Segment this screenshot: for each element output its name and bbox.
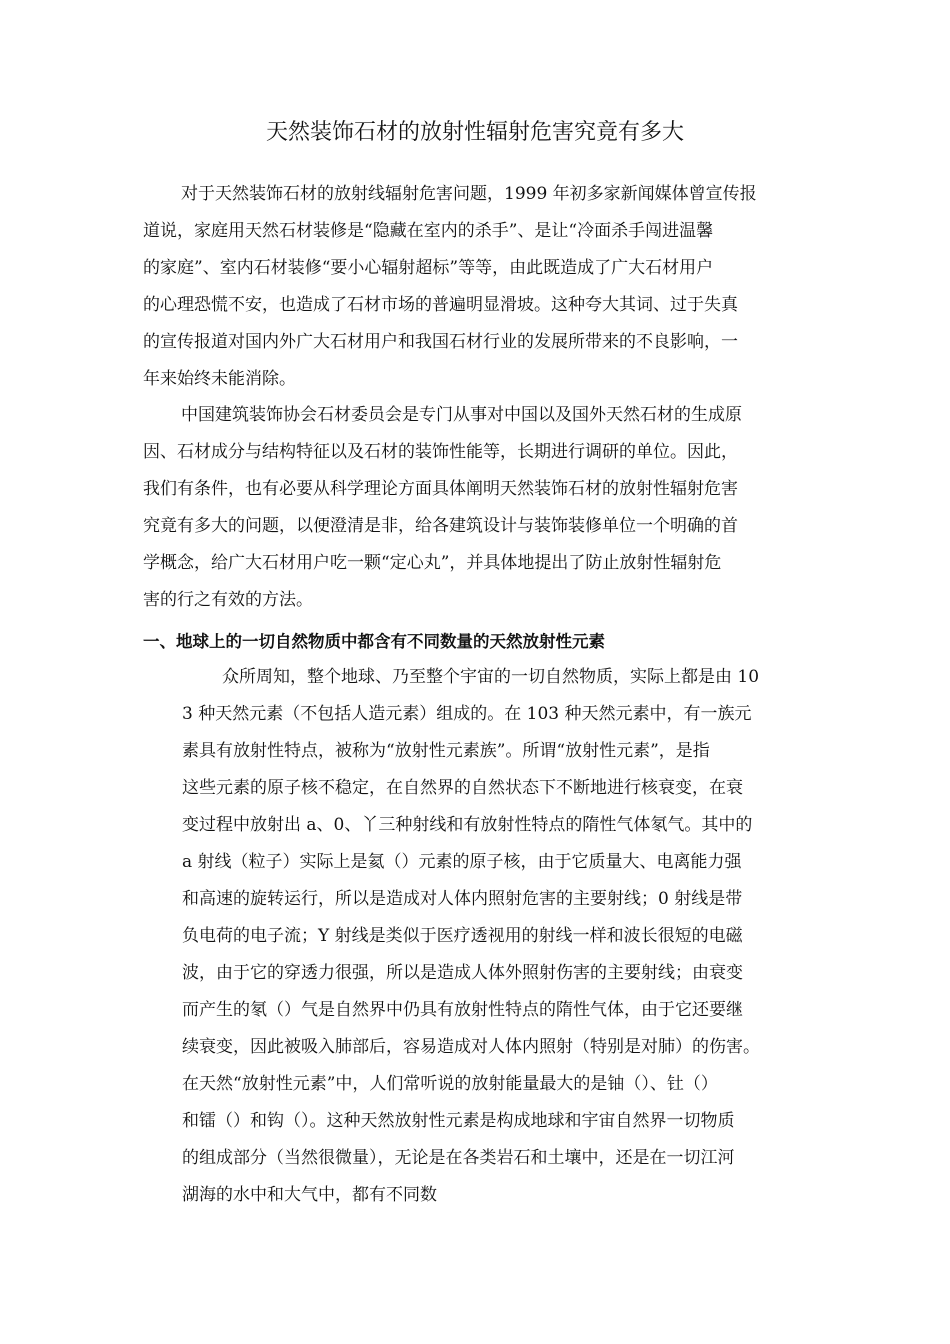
text-line: 学概念，给广大石材用户吃一颗“定心丸”，并具体地提出了防止放射性辐射危	[143, 553, 722, 573]
text-line: 中国建筑装饰协会石材委员会是专门从事对中国以及国外天然石材的生成原	[181, 405, 742, 425]
text-line: 究竟有多大的问题，以便澄清是非，给各建筑设计与装饰装修单位一个明确的首	[143, 516, 738, 536]
paragraph-1	[143, 176, 757, 398]
text-line: 这些元素的原子核不稳定，在自然界的自然状态下不断地进行核衰变，在衰	[182, 778, 743, 798]
text-line: 害的行之有效的方法。	[143, 590, 313, 610]
text-line: 负电荷的电子流；Y 射线是类似于医疗透视用的射线一样和波长很短的电磁	[182, 926, 743, 946]
paragraph-2	[143, 397, 742, 619]
text-line: 3 种天然元素（不包括人造元素）组成的。在 103 种天然元素中，有一族元	[182, 704, 752, 724]
text-line: 的心理恐慌不安，也造成了石材市场的普遍明显滑坡。这种夸大其词、过于失真	[143, 295, 738, 315]
text-line: 在天然“放射性元素”中，人们常听说的放射能量最大的是铀（）、钍（）	[182, 1074, 718, 1094]
text-line: 湖海的水中和大气中，都有不同数	[182, 1185, 437, 1205]
text-line: 的家庭”、室内石材装修“要小心辐射超标”等等，由此既造成了广大石材用户	[143, 258, 714, 278]
text-line: 续衰变，因此被吸入肺部后，容易造成对人体内照射（特别是对肺）的伤害。	[182, 1037, 760, 1057]
text-line: 年来始终未能消除。	[143, 369, 296, 389]
paragraph-3	[182, 659, 760, 1214]
text-line: 的组成部分（当然很微量），无论是在各类岩石和土壤中，还是在一切江河	[182, 1148, 735, 1168]
document-title: 天然装饰石材的放射性辐射危害究竟有多大	[265, 120, 684, 145]
text-line: 我们有条件，也有必要从科学理论方面具体阐明天然装饰石材的放射性辐射危害	[143, 479, 738, 499]
text-line: 素具有放射性特点，被称为“放射性元素族”。所谓“放射性元素”，是指	[182, 741, 710, 761]
text-line: 因、石材成分与结构特征以及石材的装饰性能等，长期进行调研的单位。因此，	[143, 442, 738, 462]
text-line: 波，由于它的穿透力很强，所以是造成人体外照射伤害的主要射线；由衰变	[182, 963, 743, 983]
text-line: a 射线（粒子）实际上是氦（）元素的原子核，由于它质量大、电离能力强	[182, 852, 742, 872]
text-line: 对于天然装饰石材的放射线辐射危害问题，1999 年初多家新闻媒体曾宣传报	[181, 184, 757, 204]
text-line: 而产生的氡（）气是自然界中仍具有放射性特点的隋性气体，由于它还要继	[182, 1000, 743, 1020]
text-line: 和镭（）和钩（）。这种天然放射性元素是构成地球和宇宙自然界一切物质	[182, 1111, 735, 1131]
text-line: 和高速的旋转运行，所以是造成对人体内照射危害的主要射线；0 射线是带	[182, 889, 743, 909]
text-line: 众所周知，整个地球、乃至整个宇宙的一切自然物质，实际上都是由 10	[222, 667, 760, 687]
text-line: 道说，家庭用天然石材装修是“隐藏在室内的杀手”、是让“冷面杀手闯进温馨	[143, 221, 714, 241]
text-line: 变过程中放射出 a、0、丫三种射线和有放射性特点的隋性气体氡气。其中的	[182, 815, 753, 835]
text-line: 的宣传报道对国内外广大石材用户和我国石材行业的发展所带来的不良影响，一	[143, 332, 738, 352]
section-heading: 一、地球上的一切自然物质中都含有不同数量的天然放射性元素	[143, 632, 605, 651]
